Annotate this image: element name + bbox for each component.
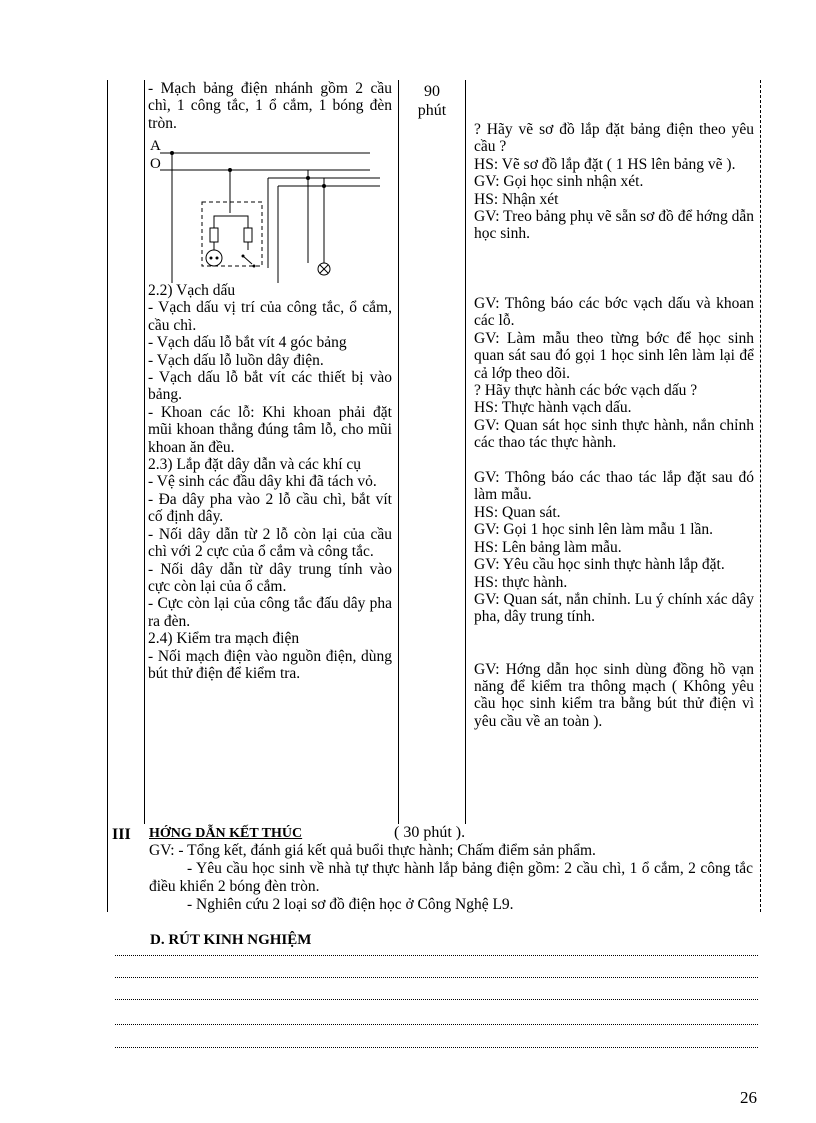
- time-value: 90: [424, 83, 440, 100]
- content-line: - Đa dây pha vào 2 lỗ cầu chì, bắt vít cố định dây.: [148, 490, 392, 526]
- content-line: - Vạch dấu lỗ bắt vít các thiết bị vào bảng.: [148, 369, 392, 404]
- page-number: 26: [740, 1088, 757, 1107]
- section-time: ( 30 phút ).: [394, 824, 466, 841]
- activity-line: HS: Vẽ sơ đồ lắp đặt ( 1 HS lên bảng vẽ ).: [474, 155, 736, 173]
- content-line: - Nối dây dẫn từ 2 lỗ còn lại của cầu chì với 2 cực của ổ cắm và công tắc.: [148, 525, 392, 561]
- experience-heading: D. RÚT KINH NGHIỆM: [150, 932, 312, 948]
- section-heading: 2.3) Lắp đặt dây dẫn và các khí cụ: [148, 456, 362, 474]
- activity-line: HS: Lên bảng làm mẫu.: [474, 538, 622, 556]
- activity-line: GV: Thông báo các thao tác lắp đặt sau đó làm mẫu.: [474, 469, 754, 504]
- activity-line: GV: Treo bảng phụ vẽ sẵn sơ đồ để hớng dẫn học sinh.: [474, 208, 754, 243]
- column-divider-2: [398, 80, 399, 824]
- content-column-cont: [148, 282, 392, 682]
- activity-line: HS: thực hành.: [474, 573, 568, 591]
- table-border-right: [760, 80, 761, 912]
- activity-line: ? Hãy thực hành các bớc vạch dấu ?: [474, 382, 698, 400]
- summary-line: GV: - Tổng kết, đánh giá kết quả buổi thực hành; Chấm điểm sản phẩm.: [149, 842, 596, 859]
- activity-line: GV: Yêu cầu học sinh thực hành lắp đặt.: [474, 556, 725, 574]
- section-heading: 2.4) Kiểm tra mạch điện: [148, 630, 300, 648]
- activity-line: GV: Làm mẫu theo từng bớc để học sinh quan sát sau đó gọi 1 học sinh lên làm lại để cả lớp theo dõi.: [474, 329, 754, 382]
- activity-line: ? Hãy vẽ sơ đồ lắp đặt bảng điện theo yêu cầu ?: [474, 121, 754, 156]
- activity-line: GV: Hớng dẫn học sinh dùng đồng hồ vạn năng để kiểm tra thông mạch ( Không yêu cầu học sinh kiểm tra bằng bút thử điện vì yêu cầu về an toàn ).: [474, 660, 754, 730]
- content-line: - Nối dây dẫn từ dây trung tính vào cực còn lại của ổ cắm.: [148, 560, 392, 595]
- content-column: [148, 80, 392, 132]
- dotted-line: [115, 977, 758, 978]
- table-border-left: [107, 80, 108, 912]
- dotted-line: [115, 1024, 758, 1025]
- content-line: - Mạch bảng điện nhánh gồm 2 cầu chì, 1 công tắc, 1 ổ cắm, 1 bóng đèn tròn.: [148, 80, 392, 132]
- content-line: - Khoan các lỗ: Khi khoan phải đặt mũi khoan thẳng đúng tâm lỗ, cho mũi khoan ăn đều.: [148, 403, 392, 456]
- column-divider-3: [465, 80, 466, 824]
- summary-line: - Yêu cầu học sinh về nhà tự thực hành lắp bảng điện gồm: 2 cầu chì, 1 ổ cắm, 2 công tắc điều khiển 2 bóng đèn tròn.: [149, 860, 753, 895]
- section-heading: 2.2) Vạch dấu: [148, 282, 236, 299]
- section-roman-numeral: III: [112, 826, 131, 843]
- dotted-line: [115, 955, 758, 956]
- summary-line: - Nghiên cứu 2 loại sơ đồ điện học ở Công Nghệ L9.: [187, 896, 514, 913]
- dotted-line: [115, 999, 758, 1000]
- wiring-diagram: [148, 138, 390, 288]
- column-divider-1: [144, 80, 145, 824]
- time-unit: phút: [417, 102, 447, 119]
- content-line: - Vạch dấu vị trí của công tắc, ổ cắm, cầu chì.: [148, 299, 392, 334]
- section-title: HỚNG DẪN KẾT THÚC: [149, 826, 303, 841]
- activity-column: [474, 121, 754, 730]
- activity-line: GV: Gọi 1 học sinh lên làm mẫu 1 lần.: [474, 521, 714, 539]
- activity-line: GV: Quan sát, nắn chỉnh. Lu ý chính xác dây pha, dây trung tính.: [474, 590, 754, 626]
- dotted-line: [115, 1047, 758, 1048]
- content-line: - Vệ sinh các đầu dây khi đã tách vỏ.: [148, 473, 377, 491]
- neutral-label: O: [150, 156, 161, 172]
- content-line: - Vạch dấu lỗ bắt vít 4 góc bảng: [148, 334, 347, 352]
- phase-label: A: [150, 138, 161, 154]
- activity-line: GV: Gọi học sinh nhận xét.: [474, 173, 644, 191]
- activity-line: GV: Quan sát học sinh thực hành, nắn chỉnh các thao tác thực hành.: [474, 416, 754, 452]
- activity-line: HS: Thực hành vạch dấu.: [474, 399, 632, 417]
- content-line: - Vạch dấu lỗ luồn dây điện.: [148, 351, 324, 369]
- content-line: - Cực còn lại của công tắc đấu dây pha ra đèn.: [148, 595, 392, 630]
- content-line: - Nối mạch điện vào nguồn điện, dùng bút thử điện để kiểm tra.: [148, 647, 392, 682]
- activity-line: HS: Nhận xét: [474, 190, 559, 208]
- activity-line: GV: Thông báo các bớc vạch dấu và khoan các lỗ.: [474, 295, 754, 330]
- activity-line: HS: Quan sát.: [474, 503, 561, 521]
